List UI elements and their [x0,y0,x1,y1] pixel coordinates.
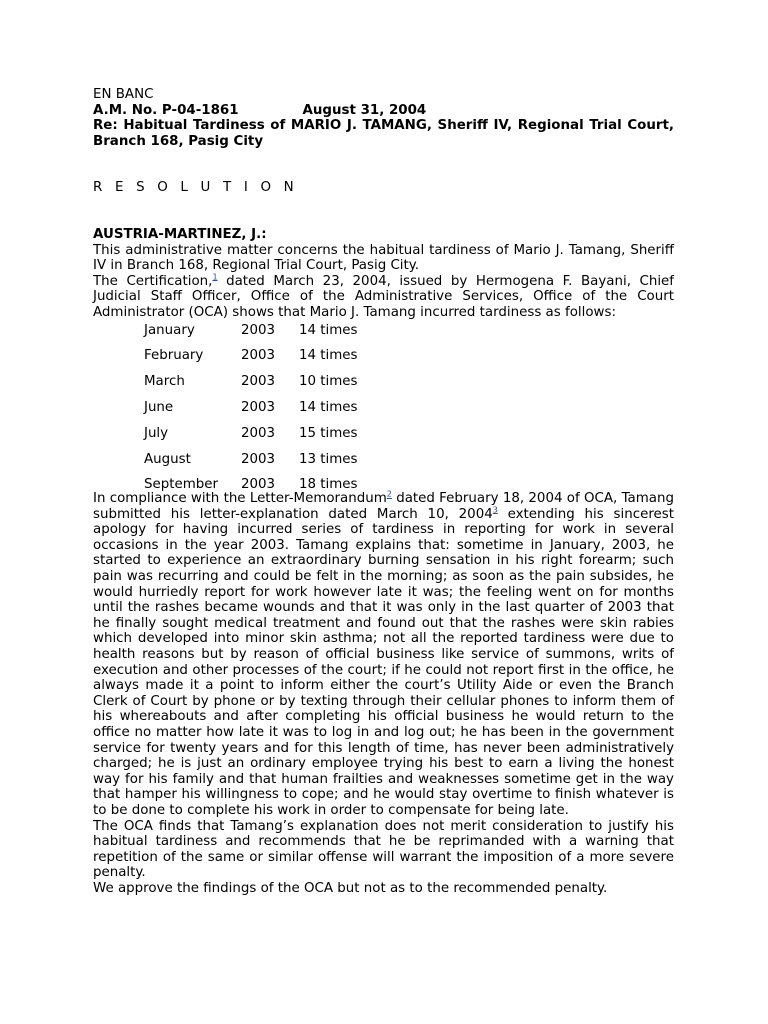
case-number: A.M. No. P-04-1861 [93,102,239,118]
case-number-row [93,103,674,119]
paragraph-text: extending his sincerest apology for having incurred series of tardiness in reporting for work in several occasions in the year 2003. Tamang explains that: sometime in January, 2003, he started to experience an extraordinary burning sensation in his right forearm; such pain was recurring and could be felt in the morning; as soon as the pain subsides, he would hurriedly report for work however late it was; the feeling went on for months until the rashes became wounds and that it was only in the last quarter of 2003 that he finally sought medical treatment and found out that the rashes were skin rabies which developed into minor skin asthma; not all the reported tardiness were due to health reasons but by reason of official business like service of summons, writs of execution and other processes of the court; if he could not report first in the office, he always made it a point to inform either the court’s Utility Aide or even the Branch Clerk of Court by phone or by texting through their cellular phones to inform them of his whereabouts and after completing his official business he would return to the office no matter how late it was to log in and log out; he has been in the government service for twenty years and for this length of time, has never been administratively charged; he is just an ordinary employee trying his best to earn a living the honest way for his family and that human frailties and weaknesses sometime get in the way that hamper his willingness to cope; and he would stay overtime to finish whatever is to be done to complete his work in order to compensate for being late. [93,506,674,818]
table-row [144,374,358,400]
times-cell: 14 times [299,348,358,364]
year-cell: 2003 [241,477,276,493]
tardiness-table [144,323,358,504]
times-cell: 15 times [299,425,358,441]
month-cell: July [144,425,169,441]
paragraph-oca-findings: The OCA finds that Tamang’s explanation does not merit consideration to justify his habitual tardiness and recommends that he be reprimanded with a warning that repetition of the same or similar offense will warrant the imposition of a more severe penalty. [93,818,674,881]
year-cell: 2003 [241,322,276,338]
footnote-link-2[interactable]: 2 [386,489,392,499]
table-row [144,323,358,349]
year-cell: 2003 [241,425,276,441]
month-cell: August [144,451,191,467]
month-cell: June [144,399,174,415]
court-division: EN BANC [93,87,154,102]
month-cell: January [144,322,195,338]
paragraph-text: dated March 23, 2004, issued by Hermogena F. Bayani, Chief Judicial Staff Officer, Office of the Administrative Services, Office of the Court Administrator (OCA) shows that Mario J. Tamang incurred tardiness as follows: [93,273,675,320]
table-row [144,426,358,452]
times-cell: 10 times [299,374,358,390]
footnote-link-3[interactable]: 3 [492,505,498,515]
document-type-heading: R E S O L U T I O N [93,180,298,196]
table-row [144,452,358,478]
paragraph-compliance [93,491,674,818]
case-caption: Re: Habitual Tardiness of MARIO J. TAMANG, Sheriff IV, Regional Trial Court, Branch 168, Pasig City [93,118,674,149]
year-cell: 2003 [241,348,276,364]
document-page [93,87,674,897]
decision-date: August 31, 2004 [302,102,427,118]
tardiness-table-body [144,323,358,504]
paragraph-certification [93,274,674,321]
year-cell: 2003 [241,374,276,390]
paragraph-text: In compliance with the Letter-Memorandum [93,491,387,507]
month-cell: March [144,374,185,390]
table-row [144,348,358,374]
year-cell: 2003 [241,399,276,415]
month-cell: September [144,477,219,493]
times-cell: 14 times [299,399,358,415]
paragraph-intro: This administrative matter concerns the habitual tardiness of Mario J. Tamang, Sheriff IV in Branch 168, Regional Trial Court, Pasig City. [93,242,674,274]
year-cell: 2003 [241,451,276,467]
ponente: AUSTRIA-MARTINEZ, J.: [93,226,267,242]
paragraph-text: dated February 18, 2004 of OCA, Tamang submitted his letter-explanation dated March 10, 2004 [93,491,674,522]
times-cell: 13 times [299,451,358,467]
times-cell: 14 times [299,322,358,338]
table-row [144,400,358,426]
paragraph-approval: We approve the findings of the OCA but not as to the recommended penalty. [93,880,608,896]
times-cell: 18 times [299,477,358,493]
footnote-link-1[interactable]: 1 [212,272,218,282]
paragraph-text: The Certification, [93,273,213,289]
month-cell: February [144,348,204,364]
